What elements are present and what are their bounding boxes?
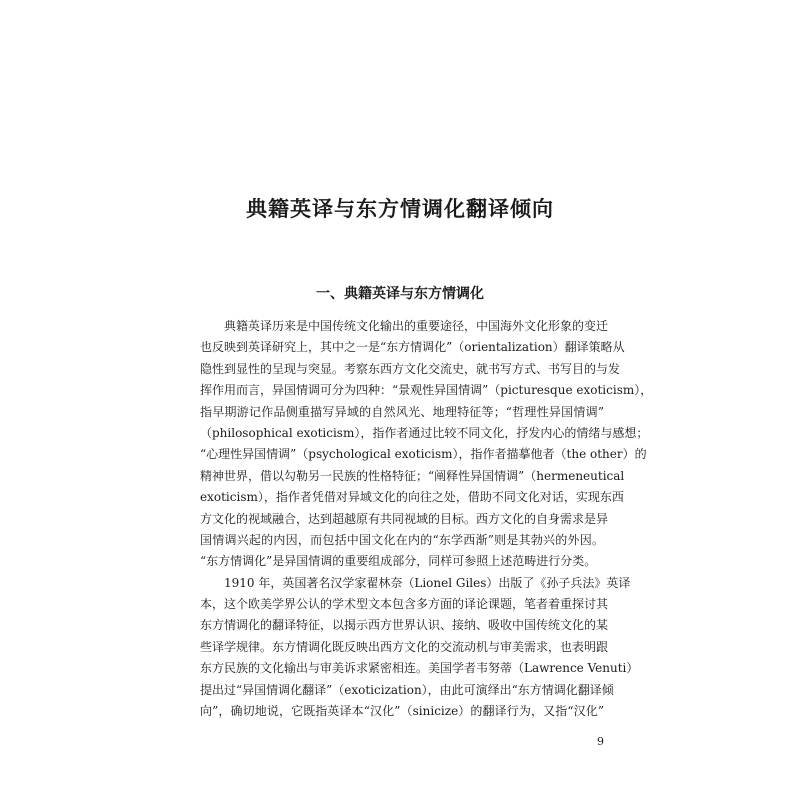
paragraph-line: exoticism），指作者凭借对异域文化的向往之处，借助不同文化对话，实现东西 xyxy=(200,490,624,505)
paragraph xyxy=(200,573,639,723)
paragraph-line: 指早期游记作品侧重描写异域的自然风光、地理特征等；“哲理性异国情调” xyxy=(200,404,604,419)
paragraph-line: 精神世界，借以勾勒另一民族的性格特征；“阐释性异国情调”（hermeneutical xyxy=(200,468,625,483)
paragraph-line: 些译学规律。东方情调化既反映出西方文化的交流动机与审美需求，也表明跟 xyxy=(200,639,609,654)
paragraph-line: 方文化的视域融合，达到超越原有共同视域的目标。西方文化的自身需求是异 xyxy=(200,511,609,526)
paragraph-line: 1910 年，英国著名汉学家翟林奈（Lionel Giles）出版了《孙子兵法》英译 xyxy=(224,575,631,590)
chapter-title: 典籍英译与东方情调化翻译倾向 xyxy=(246,197,554,221)
paragraph-line: 东方民族的文化输出与审美诉求紧密相连。美国学者韦努蒂（Lawrence Venuti） xyxy=(200,661,639,676)
body-text xyxy=(200,316,653,722)
paragraph-line: 挥作用而言，异国情调可分为四种：“景观性异国情调”（picturesque exoticism）， xyxy=(200,383,653,398)
paragraph-line: 本，这个欧美学界公认的学术型文本包含多方面的译论课题，笔者着重探讨其 xyxy=(200,597,609,612)
page-number: 9 xyxy=(597,735,604,748)
paragraph-line: 东方情调化的翻译特征，以揭示西方世界认识、接纳、吸收中国传统文化的某 xyxy=(200,618,609,633)
paragraph-line: 向”，确切地说，它既指英译本“汉化”（sinicize）的翻译行为，又指“汉化” xyxy=(200,704,604,719)
paragraph-line: “心理性异国情调”（psychological exoticism），指作者描摹他者（the other）的 xyxy=(200,447,647,462)
paragraph-line: “东方情调化”是异国情调的重要组成部分，同样可参照上述范畴进行分类。 xyxy=(200,554,597,569)
paragraph xyxy=(200,316,653,573)
paragraph-line: 国情调兴起的内因，而包括中国文化在内的“东学西渐”则是其勃兴的外因。 xyxy=(200,532,604,547)
paragraph-line: 隐性到显性的呈现与突显。考察东西方文化交流史，就书写方式、书写目的与发 xyxy=(200,361,621,376)
paragraph-line: 典籍英译历来是中国传统文化输出的重要途径，中国海外文化形象的变迁 xyxy=(224,319,609,333)
section-title: 一、典籍英译与东方情调化 xyxy=(316,286,484,302)
paragraph-line: 提出过“异国情调化翻译”（exoticization），由此可演绎出“东方情调化翻译倾 xyxy=(200,682,614,697)
paragraph-line: 也反映到英译研究上，其中之一是“东方情调化”（orientalization）翻译策略从 xyxy=(200,340,625,355)
paragraph-line: （philosophical exoticism），指作者通过比较不同文化，抒发内心的情绪与感想； xyxy=(200,425,649,440)
